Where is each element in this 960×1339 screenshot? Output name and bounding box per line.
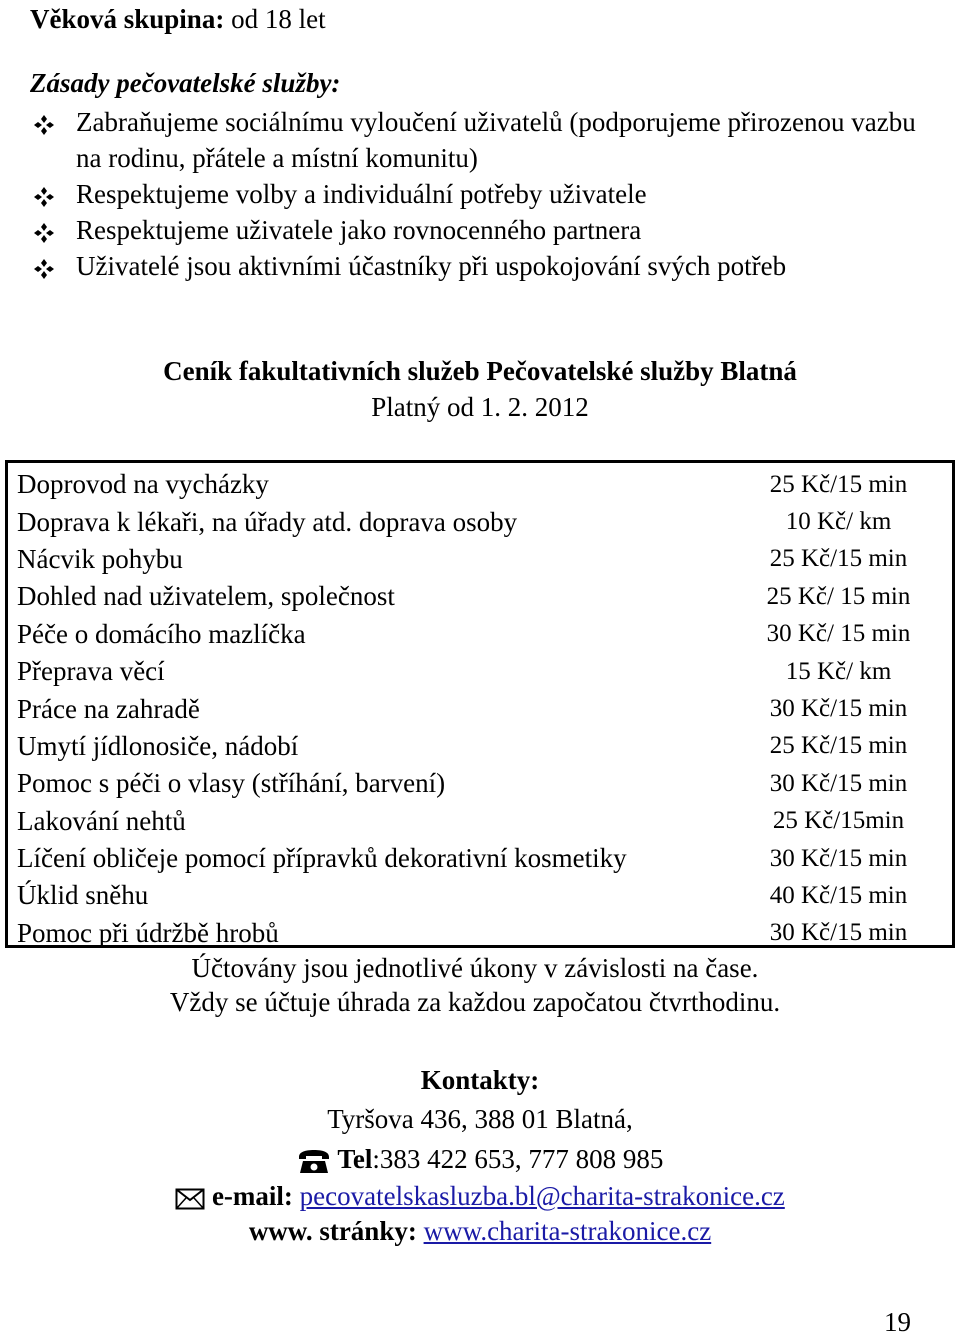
telephone-icon	[297, 1149, 331, 1175]
price-row	[17, 765, 926, 802]
service-name: Úklid sněhu	[17, 880, 149, 911]
price-row	[17, 541, 926, 578]
price-row	[17, 728, 926, 765]
phone-label: Tel	[337, 1144, 373, 1174]
price-row	[17, 690, 926, 727]
service-name: Péče o domácího mazlíčka	[17, 618, 306, 649]
contact-phone	[0, 1141, 960, 1177]
service-price: 25 Kč/15 min	[769, 470, 908, 498]
principles-list	[30, 104, 930, 284]
price-row	[17, 840, 926, 877]
service-price: 30 Kč/15 min	[769, 919, 908, 947]
diamond-bullet-icon	[32, 113, 56, 137]
service-price: 30 Kč/15 min	[769, 844, 908, 872]
price-row	[17, 915, 926, 952]
contacts-heading: Kontakty:	[420, 1065, 540, 1095]
service-price: 30 Kč/15 min	[769, 769, 908, 797]
price-row	[17, 616, 926, 653]
diamond-bullet-icon	[32, 185, 56, 209]
service-name: Přeprava věcí	[17, 656, 165, 687]
principle-item	[30, 248, 930, 284]
principle-text: Respektujeme volby a individuální potřeby uživatele	[76, 179, 647, 209]
service-name: Doprava k lékaři, na úřady atd. doprava osoby	[17, 506, 518, 537]
contact-web	[0, 1214, 960, 1248]
service-name: Pomoc při údržbě hrobů	[17, 917, 279, 948]
diamond-bullet-icon	[32, 257, 56, 281]
price-list-valid-from: Platný od 1. 2. 2012	[371, 392, 589, 422]
contact-address: Tyršova 436, 388 01 Blatná,	[327, 1104, 633, 1134]
age-group	[30, 2, 326, 36]
principles-heading: Zásady pečovatelské služby:	[30, 68, 341, 98]
price-list-title: Ceník fakultativních služeb Pečovatelské služby Blatná	[163, 356, 797, 386]
age-group-value: od 18 let	[231, 4, 326, 34]
email-link[interactable]: pecovatelskasluzba.bl@charita-strakonice.cz	[299, 1181, 785, 1211]
service-price: 25 Kč/ 15 min	[766, 582, 911, 610]
page-number: 19	[884, 1307, 911, 1337]
price-row	[17, 877, 926, 914]
service-price: 40 Kč/15 min	[769, 881, 908, 909]
billing-note: Vždy se účtuje úhrada za každou započatou čtvrthodinu.	[169, 987, 781, 1017]
billing-note: Účtovány jsou jednotlivé úkony v závislosti na čase.	[191, 953, 759, 983]
price-row	[17, 653, 926, 690]
service-name: Lakování nehtů	[17, 805, 186, 836]
envelope-icon	[175, 1188, 205, 1210]
phone-value: :383 422 653, 777 808 985	[372, 1144, 664, 1174]
principle-text: Uživatelé jsou aktivními účastníky při uspokojování svých potřeb	[76, 251, 787, 281]
service-name: Nácvik pohybu	[17, 543, 183, 574]
service-price: 25 Kč/15 min	[769, 545, 908, 573]
price-row	[17, 466, 926, 503]
principle-item	[30, 176, 930, 212]
price-row	[17, 578, 926, 615]
service-price: 25 Kč/15 min	[769, 732, 908, 760]
price-row	[17, 803, 926, 840]
price-table	[5, 460, 955, 948]
principle-text: Respektujeme uživatele jako rovnocenného partnera	[76, 215, 642, 245]
service-price: 15 Kč/ km	[785, 657, 892, 685]
age-group-label: Věková skupina:	[30, 4, 225, 34]
service-price: 25 Kč/15min	[772, 807, 905, 835]
service-name: Umytí jídlonosiče, nádobí	[17, 730, 299, 761]
web-link[interactable]: www.charita-strakonice.cz	[423, 1216, 712, 1246]
service-name: Pomoc s péči o vlasy (stříhání, barvení)	[17, 768, 446, 799]
principle-item	[30, 212, 930, 248]
service-name: Líčení obličeje pomocí přípravků dekorativní kosmetiky	[17, 843, 627, 874]
principle-item	[30, 104, 930, 176]
service-name: Práce na zahradě	[17, 693, 200, 724]
service-name: Dohled nad uživatelem, společnost	[17, 581, 395, 612]
email-label: e-mail:	[211, 1181, 293, 1211]
service-price: 30 Kč/ 15 min	[766, 620, 911, 648]
diamond-bullet-icon	[32, 221, 56, 245]
service-price: 30 Kč/15 min	[769, 695, 908, 723]
service-name: Doprovod na vycházky	[17, 469, 269, 500]
price-row	[17, 503, 926, 540]
principle-text: Zabraňujeme sociálnímu vyloučení uživatelů (podporujeme přirozenou vazbu na rodinu, přátele a místní komunitu)	[76, 107, 916, 173]
contact-email	[0, 1179, 960, 1213]
service-price: 10 Kč/ km	[785, 508, 892, 536]
web-label: www. stránky:	[248, 1216, 417, 1246]
